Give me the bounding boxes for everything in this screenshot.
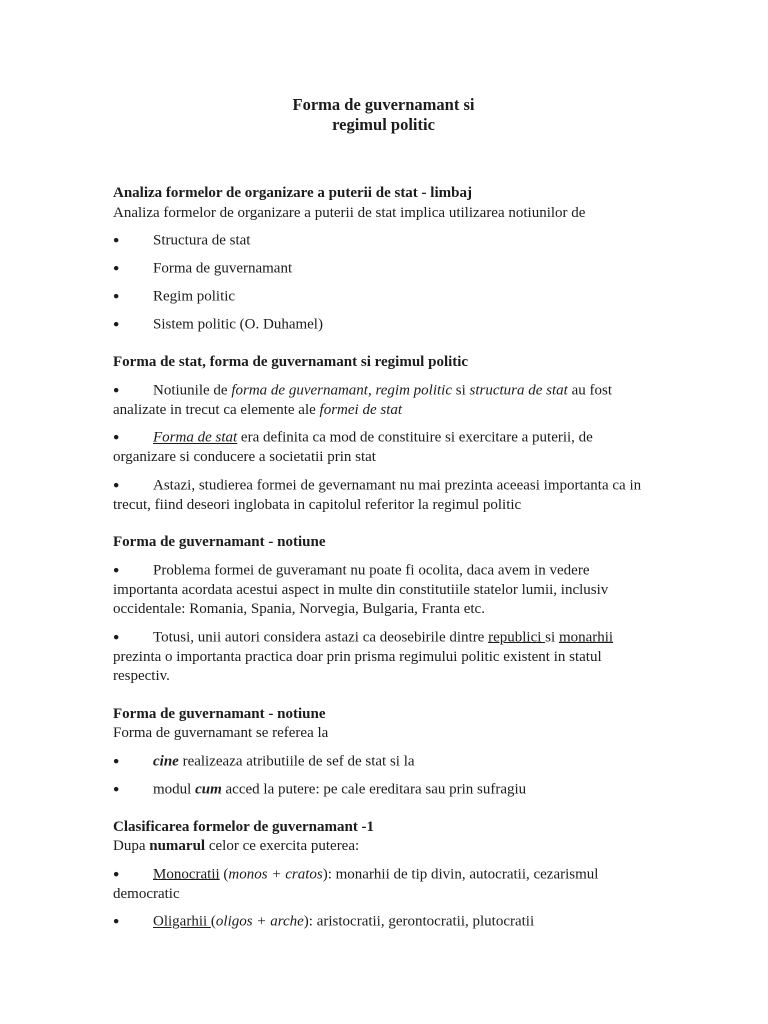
bullet-icon: ● bbox=[113, 384, 120, 396]
section bbox=[113, 353, 654, 515]
text-run: Sistem politic (O. Duhamel) bbox=[153, 316, 323, 333]
text-run: Dupa bbox=[113, 838, 150, 854]
section-intro bbox=[113, 724, 654, 744]
bullet-item bbox=[113, 912, 654, 932]
text-run: celor ce exercita puterea: bbox=[205, 838, 360, 854]
section bbox=[113, 184, 654, 335]
section-intro bbox=[113, 204, 654, 224]
bullet-icon: ● bbox=[113, 432, 120, 443]
text-run: formei de stat bbox=[319, 401, 403, 418]
section-heading: Forma de guvernamant - notiune bbox=[113, 705, 326, 722]
section-heading: Forma de guvernamant - notiune bbox=[113, 534, 326, 550]
section bbox=[113, 533, 654, 687]
text-run: Structura de stat bbox=[153, 232, 251, 249]
bullet-item bbox=[113, 752, 654, 772]
section-heading: Forma de stat, forma de guvernamant si regimul politic bbox=[113, 354, 469, 370]
bullet-item bbox=[113, 381, 654, 421]
text-run: ): monarhii de tip divin, autocratii, cezarismul democratic bbox=[113, 866, 599, 902]
text-run: Regim politic bbox=[153, 288, 236, 305]
bullet-item bbox=[113, 315, 654, 335]
text-run: Oligarhii bbox=[153, 913, 211, 930]
text-run: si bbox=[452, 382, 470, 398]
text-run: si bbox=[545, 629, 559, 645]
bullet-item bbox=[113, 287, 654, 307]
bullet-item bbox=[113, 476, 654, 516]
text-run: ( bbox=[210, 913, 216, 930]
text-run: Forma de guvernamant se referea la bbox=[113, 725, 329, 741]
bullet-icon: ● bbox=[113, 235, 120, 246]
section-heading: Analiza formelor de organizare a puterii de stat - limbaj bbox=[113, 185, 472, 201]
text-run: Forma de stat bbox=[153, 429, 238, 446]
text-run: Analiza formelor de organizare a puterii de stat implica utilizarea notiunilor de bbox=[113, 204, 586, 221]
text-run: monarhii bbox=[558, 629, 614, 645]
bullet-item bbox=[113, 780, 654, 800]
text-run: cine bbox=[153, 753, 179, 769]
text-run: forma de guvernamant, regim politic bbox=[231, 382, 452, 398]
text-run: era definita ca mod de constituire si exercitare a puterii, de organizare si conducere a societatii prin stat bbox=[113, 429, 593, 465]
text-run: Problema formei de guveramant nu poate fi ocolita, daca avem in vedere importanta acordata acestui aspect in multe din constitutiile statelor lumii, inclusiv occidentale: Romania, Spania, Norvegia, Bulgaria, Franta etc. bbox=[113, 562, 609, 617]
text-run: cum bbox=[195, 781, 222, 797]
text-run: republici bbox=[488, 629, 546, 645]
bullet-icon: ● bbox=[113, 916, 120, 927]
bullet-icon: ● bbox=[113, 263, 120, 274]
document-body bbox=[113, 184, 654, 932]
bullet-icon: ● bbox=[113, 868, 120, 880]
bullet-icon: ● bbox=[113, 755, 120, 767]
text-run: Forma de guvernamant bbox=[153, 260, 293, 277]
section bbox=[113, 818, 654, 933]
bullet-item bbox=[113, 259, 654, 279]
text-run: ): aristocratii, gerontocratii, plutocratii bbox=[303, 913, 535, 930]
document-title-line1: Forma de guvernamant si bbox=[292, 95, 475, 114]
bullet-icon: ● bbox=[113, 291, 120, 302]
bullet-icon: ● bbox=[113, 479, 120, 491]
section-heading: Clasificarea formelor de guvernamant -1 bbox=[113, 818, 375, 835]
text-run: Monocratii bbox=[153, 866, 220, 882]
section-intro bbox=[113, 837, 654, 857]
bullet-item bbox=[113, 561, 654, 620]
text-run: Totusi, unii autori considera astazi ca deosebirile dintre bbox=[153, 629, 489, 645]
bullet-item bbox=[113, 428, 654, 468]
text-run: acced la putere: pe cale ereditara sau prin sufragiu bbox=[221, 781, 527, 797]
text-run: oligos + arche bbox=[215, 913, 304, 930]
text-run: structura de stat bbox=[469, 382, 568, 398]
text-run: numarul bbox=[149, 838, 206, 854]
text-run: Astazi, studierea formei de gevernamant nu mai prezinta aceeasi importanta ca in trecut, fiind deseori inglobata in capitolul referitor la regimul politic bbox=[113, 477, 642, 513]
text-run: realizeaza atributiile de sef de stat si la bbox=[178, 753, 415, 769]
bullet-icon: ● bbox=[113, 564, 120, 576]
text-run: prezinta o importanta practica doar prin prisma regimului politic existent in statul respectiv. bbox=[113, 648, 602, 684]
text-run: ( bbox=[219, 866, 229, 882]
bullet-item bbox=[113, 231, 654, 251]
section bbox=[113, 705, 654, 800]
text-run: Notiunile de bbox=[153, 382, 232, 398]
text-run: au fost analizate in trecut ca elemente ale bbox=[113, 382, 613, 418]
bullet-item bbox=[113, 628, 654, 687]
bullet-icon: ● bbox=[113, 319, 120, 330]
bullet-icon: ● bbox=[113, 783, 120, 795]
text-run: monos + cratos bbox=[228, 866, 323, 882]
document-title bbox=[113, 95, 654, 134]
bullet-icon: ● bbox=[113, 631, 120, 643]
text-run: modul bbox=[153, 781, 196, 797]
document-title-line2: regimul politic bbox=[332, 114, 435, 134]
bullet-item bbox=[113, 865, 654, 905]
